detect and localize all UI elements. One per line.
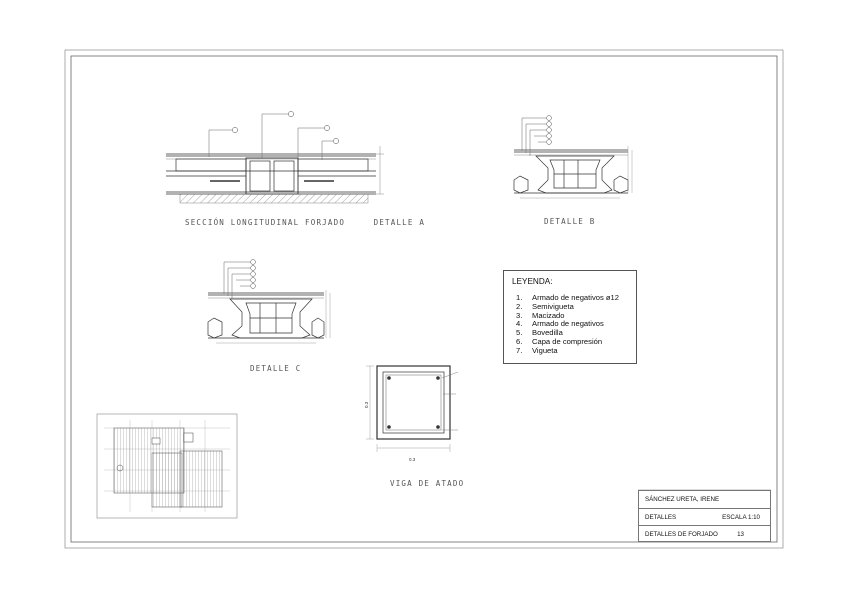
- legend-item: 3. Macizado: [516, 310, 565, 320]
- legend-list: [516, 294, 619, 356]
- beam-section-drawing: [366, 366, 458, 452]
- detail-a-caption: SECCIÓN LONGITUDINAL FORJADO DETALLE A: [185, 218, 426, 227]
- detail-c-callout-markers: [251, 260, 256, 289]
- sheet-title: DETALLES DE FORJADO: [645, 531, 718, 538]
- detail-b-caption: DETALLE B: [544, 217, 596, 226]
- legend-item: 2. Semivigueta: [516, 301, 574, 311]
- detail-b-drawing: [514, 118, 632, 198]
- legend-item: 6. Capa de compresión: [516, 336, 603, 346]
- title-block-section-row: [639, 508, 770, 525]
- beam-dimension-width: 0.3: [409, 457, 416, 462]
- legend: [503, 270, 637, 364]
- beam-dimension-height: 0.3: [364, 401, 369, 408]
- beam-rebars: [387, 376, 440, 429]
- legend-item: 1. Armado de negativos ø12: [516, 293, 619, 302]
- sheet-number: 13: [737, 531, 744, 538]
- legend-item: 4. Armado de negativos: [516, 319, 604, 329]
- author-name: SÁNCHEZ URETA, IRENE: [645, 496, 720, 503]
- legend-title: LEYENDA:: [512, 277, 553, 286]
- detail-b-callout-markers: [547, 116, 552, 145]
- section-name: DETALLES: [645, 514, 677, 521]
- detail-a-drawing: [166, 114, 384, 194]
- detail-c-drawing: [208, 262, 330, 343]
- key-plan-drawing: [104, 420, 230, 512]
- detail-a-callout-markers: [232, 111, 338, 143]
- beam-caption: VIGA DE ATADO: [390, 479, 465, 488]
- title-block-sheet-row: [639, 525, 770, 542]
- detail-c-caption: DETALLE C: [250, 364, 302, 373]
- scale-label: ESCALA 1:10: [722, 514, 760, 521]
- title-block: [638, 490, 771, 542]
- detail-a-ground-hatch: [180, 194, 368, 203]
- legend-item: 7. Vigueta: [516, 345, 558, 355]
- title-block-author-row: [639, 491, 770, 508]
- legend-item: 5. Bovedilla: [516, 328, 563, 338]
